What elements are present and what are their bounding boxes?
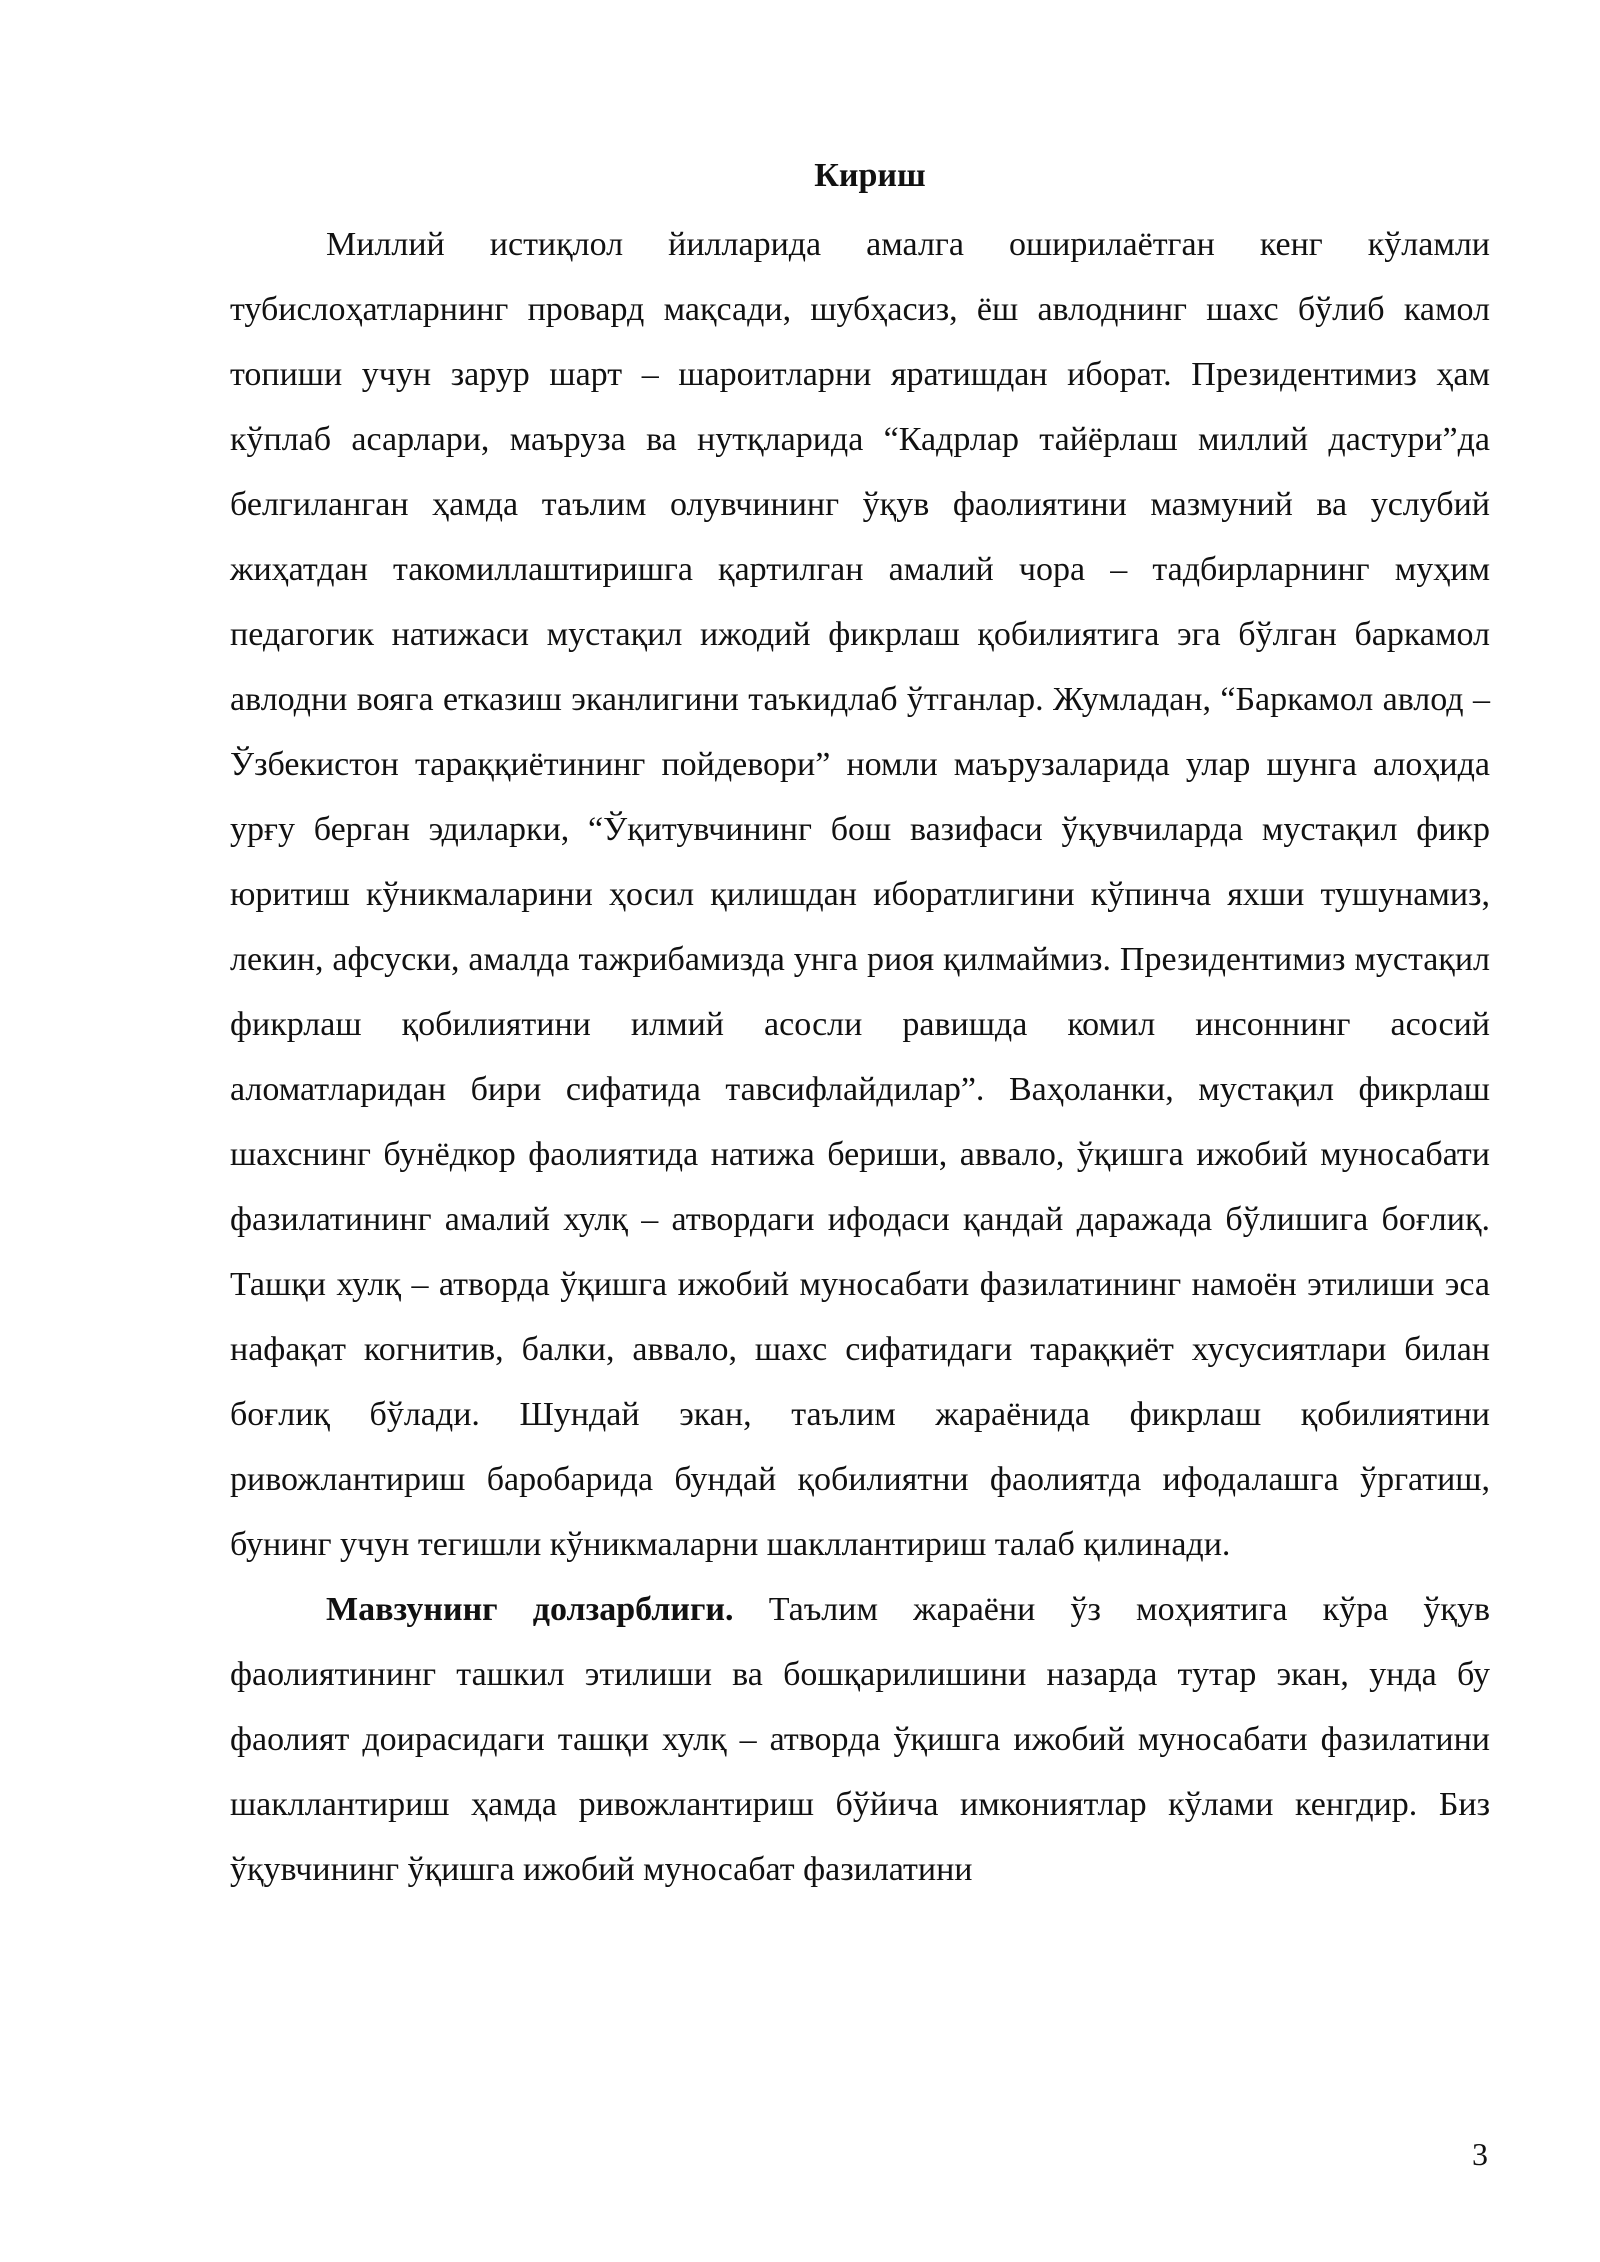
paragraph-relevance-text: Таълим жараёни ўз моҳиятига кўра ўқув фаолиятининг ташкил этилиши ва бошқарилишини назарда тутар экан, унда бу фаолият доирасидаги ташқи хулқ – атворда ўқишга ижобий муносабати фазилатини шакллантириш ҳамда ривожлантириш бўйича имкониятлар кўлами кенгдир. Биз ўқувчининг ўқишга ижобий муносабат фазилатини xyxy=(230,1591,1490,1888)
relevance-lead: Мавзунинг долзарблиги. xyxy=(326,1591,734,1628)
document-body xyxy=(230,212,1490,1902)
paragraph-intro-text: Миллий истиқлол йилларида амалга оширилаётган кенг кўламли тубислоҳатларнинг провард мақсади, шубҳасиз, ёш авлоднинг шахс бўлиб камол топиши учун зарур шарт – шароитларни яратишдан иборат. Президентимиз ҳам кўплаб асарлари, маъруза ва нутқларида “Кадрлар тайёрлаш миллий дастури”да белгиланган ҳамда таълим олувчининг ўқув фаолиятини мазмуний ва услубий жиҳатдан такомиллаштиришга қартилган амалий чора – тадбирларнинг муҳим педагогик натижаси мустақил ижодий фикрлаш қобилиятига эга бўлган баркамол авлодни вояга етказиш эканлигини таъкидлаб ўтганлар. Жумладан, “Баркамол авлод – Ўзбекистон тараққиётининг пойдевори” номли маърузаларида улар шунга алоҳида урғу берган эдиларки, “Ўқитувчининг бош вазифаси ўқувчиларда мустақил фикр юритиш кўникмаларини ҳосил қилишдан иборатлигини кўпинча яхши тушунамиз, лекин, афсуски, амалда тажрибамизда унга риоя қилмаймиз. Президентимиз мустақил фикрлаш қобилиятини илмий асосли равишда комил инсоннинг асосий аломатларидан бири сифатида тавсифлайдилар”. Ваҳоланки, мустақил фикрлаш шахснинг бунёдкор фаолиятида натижа бериши, аввало, ўқишга ижобий муносабати фазилатининг амалий хулқ – атвордаги ифодаси қандай даражада бўлишига боғлиқ. Ташқи хулқ – атворда ўқишга ижобий муносабати фазилатининг намоён этилиши эса нафақат когнитив, балки, аввало, шахс сифатидаги тараққиёт хусусиятлари билан боғлиқ бўлади. Шундай экан, таълим жараёнида фикрлаш қобилиятини ривожлантириш баробарида бундай қобилиятни фаолиятда ифодалашга ўргатиш, бунинг учун тегишли кўникмаларни шакллантириш талаб қилинади. xyxy=(230,226,1490,1563)
page-title: Кириш xyxy=(814,157,926,194)
paragraph-relevance xyxy=(230,1577,1490,1902)
page-number: 3 xyxy=(1472,2136,1488,2172)
paragraph-intro xyxy=(230,212,1490,1577)
